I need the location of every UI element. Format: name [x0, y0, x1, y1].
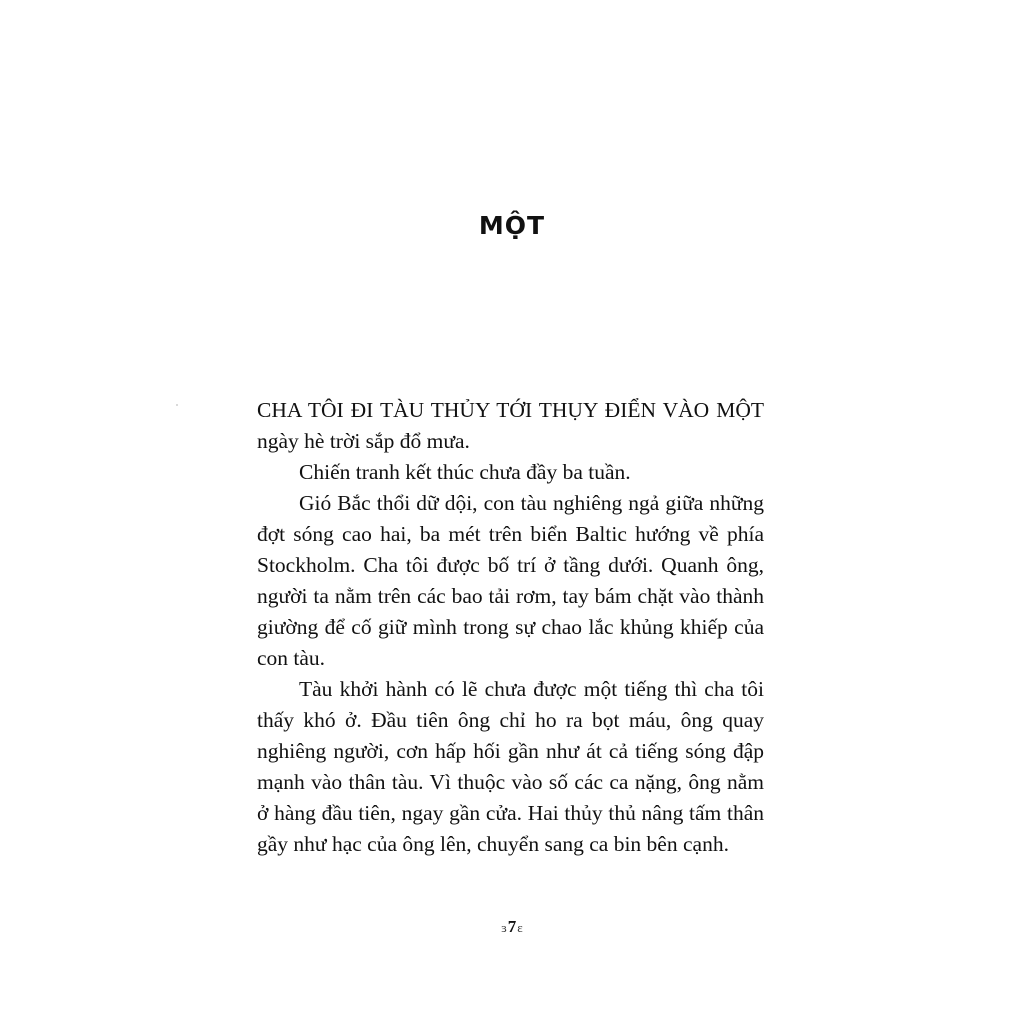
paragraph: Gió Bắc thổi dữ dội, con tàu nghiêng ngả giữa những đợt sóng cao hai, ba mét trên biển Baltic hướng về phía Stockholm. Cha tôi được bố trí ở tầng dưới. Quanh ông, người ta nằm trên các bao tải rơm, tay bám chặt vào thành giường để cố giữ mình trong sự chao lắc khủng khiếp của con tàu. — [257, 491, 764, 670]
ornament-right-icon: ɛ — [517, 920, 523, 935]
page-number-footer — [0, 917, 1024, 937]
paper-speck — [176, 404, 178, 406]
chapter-title: MỘT — [478, 210, 546, 240]
paragraph: Tàu khởi hành có lẽ chưa được một tiếng thì cha tôi thấy khó ở. Đầu tiên ông chỉ ho ra bọt máu, ông quay nghiêng người, cơn hấp hối gần như át cả tiếng sóng đập mạnh vào thân tàu. Vì thuộc vào số các ca nặng, ông nằm ở hàng đầu tiên, ngay gần cửa. Hai thủy thủ nâng tấm thân gầy như hạc của ông lên, chuyển sang ca bin bên cạnh. — [257, 677, 764, 856]
paragraph-opening: CHA TÔI ĐI TÀU THỦY TỚI THỤY ĐIỂN VÀO MỘT ngày hè trời sắp đổ mưa. — [257, 398, 764, 453]
paragraph: Chiến tranh kết thúc chưa đầy ba tuần. — [299, 460, 631, 484]
ornament-left-icon: ɜ — [501, 920, 507, 935]
chapter-body — [257, 395, 764, 860]
page-number: 7 — [507, 917, 517, 936]
